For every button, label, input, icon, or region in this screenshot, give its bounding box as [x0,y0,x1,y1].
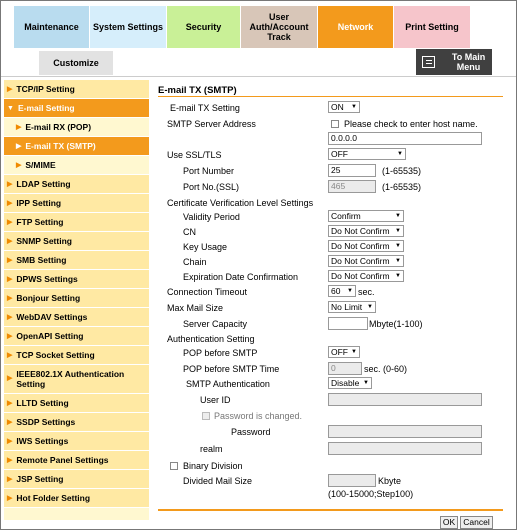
tab-maintenance[interactable]: Maintenance [14,6,89,48]
timeout-select[interactable]: 60 ▼ [328,285,356,297]
arrow-icon: ▶ [7,200,13,207]
key-usage-label: Key Usage [183,242,228,252]
divided-mail-range: (100-15000;Step100) [328,489,414,499]
chain-label: Chain [183,257,207,267]
arrow-icon: ▶ [7,352,13,359]
ssl-label: Use SSL/TLS [167,150,222,160]
arrow-icon: ▶ [7,457,13,464]
arrow-icon: ▶ [7,257,13,264]
sidebar-item-snmp[interactable]: ▶ SNMP Setting [4,232,149,251]
sidebar-item-smb[interactable]: ▶ SMB Setting [4,251,149,270]
sidebar-item-hot-folder[interactable]: ▶ Hot Folder Setting [4,489,149,508]
arrow-icon: ▶ [7,438,13,445]
ok-button[interactable]: OK [440,516,458,529]
email-tx-select[interactable]: ON ▼ [328,101,360,113]
sidebar-item-ftp[interactable]: ▶ FTP Setting [4,213,149,232]
validity-label: Validity Period [183,212,240,222]
realm-label: realm [200,444,223,454]
user-id-input[interactable] [328,393,482,406]
sidebar-item-email-rx[interactable]: ▶ E-mail RX (POP) [4,118,149,137]
chain-select[interactable]: Do Not Confirm ▼ [328,255,404,267]
cn-select[interactable]: Do Not Confirm ▼ [328,225,404,237]
title-underline [158,96,503,97]
divider [1,76,516,77]
sidebar-item-webdav[interactable]: ▶ WebDAV Settings [4,308,149,327]
realm-input[interactable] [328,442,482,455]
arrow-icon: ▶ [7,375,13,382]
arrow-icon: ▶ [7,86,13,93]
tab-print-setting[interactable]: Print Setting [394,6,470,48]
arrow-icon: ▶ [7,276,13,283]
sidebar-item-openapi[interactable]: ▶ OpenAPI Setting [4,327,149,346]
arrow-icon: ▶ [7,419,13,426]
expiration-label: Expiration Date Confirmation [183,272,299,282]
user-id-label: User ID [200,395,231,405]
sidebar-item-ipp[interactable]: ▶ IPP Setting [4,194,149,213]
sidebar-item-iws[interactable]: ▶ IWS Settings [4,432,149,451]
pop-time-unit: sec. (0-60) [364,364,408,374]
sidebar-item-ssdp[interactable]: ▶ SSDP Settings [4,413,149,432]
sidebar-item-dpws[interactable]: ▶ DPWS Settings [4,270,149,289]
port-range: (1-65535) [382,166,422,176]
max-mail-label: Max Mail Size [167,303,224,313]
pop-before-select[interactable]: OFF ▼ [328,346,360,358]
top-tabs [14,6,514,48]
smtp-auth-label: SMTP Authentication [186,379,270,389]
key-usage-select[interactable]: Do Not Confirm ▼ [328,240,404,252]
port-ssl-label: Port No.(SSL) [183,182,240,192]
to-main-menu-button[interactable] [416,49,492,75]
arrow-icon: ▶ [7,333,13,340]
hostname-checkbox[interactable] [331,120,339,128]
tab-user-auth[interactable]: User Auth/Account Track [241,6,317,48]
port-input[interactable]: 25 [328,164,376,177]
server-capacity-label: Server Capacity [183,319,248,329]
arrow-icon: ▶ [16,124,22,131]
page-title: E-mail TX (SMTP) [158,85,237,96]
divided-mail-unit: Kbyte [378,476,402,486]
smtp-auth-select[interactable]: Disable ▼ [328,377,372,389]
binary-division-label: Binary Division [183,461,243,471]
sidebar-item-tcpip[interactable]: ▶ TCP/IP Setting [4,80,149,99]
arrow-icon: ▶ [7,495,13,502]
auth-header: Authentication Setting [167,334,255,344]
arrow-icon: ▶ [7,238,13,245]
sidebar [4,80,149,520]
tab-customize[interactable]: Customize [39,51,113,75]
pop-time-label: POP before SMTP Time [183,364,280,374]
sidebar-item-ieee8021x[interactable]: ▶ IEEE802.1X Authentication Setting [4,365,149,394]
arrow-down-icon: ▼ [7,104,14,112]
port-ssl-range: (1-65535) [382,182,422,192]
port-ssl-input[interactable]: 465 [328,180,376,193]
cancel-button[interactable]: Cancel [460,516,493,529]
password-input[interactable] [328,425,482,438]
divided-mail-label: Divided Mail Size [183,476,253,486]
sidebar-item-email-setting[interactable]: ▼ E-mail Setting [4,99,149,118]
divided-mail-input[interactable] [328,474,376,487]
sidebar-item-remote-panel[interactable]: ▶ Remote Panel Settings [4,451,149,470]
sidebar-item-lltd[interactable]: ▶ LLTD Setting [4,394,149,413]
sidebar-item-ldap[interactable]: ▶ LDAP Setting [4,175,149,194]
sidebar-item-tcp-socket[interactable]: ▶ TCP Socket Setting [4,346,149,365]
max-mail-select[interactable]: No Limit ▼ [328,301,376,313]
email-tx-label: E-mail TX Setting [170,103,240,113]
port-label: Port Number [183,166,235,176]
sidebar-item-jsp[interactable]: ▶ JSP Setting [4,470,149,489]
pop-before-label: POP before SMTP [183,348,258,358]
arrow-icon: ▶ [7,181,13,188]
arrow-icon: ▶ [7,476,13,483]
arrow-icon: ▶ [7,314,13,321]
tab-security[interactable]: Security [167,6,240,48]
pop-time-input[interactable]: 0 [328,362,362,375]
tab-network[interactable]: Network [318,6,393,48]
timeout-unit: sec. [358,287,375,297]
password-changed-label: Password is changed. [214,411,303,421]
server-capacity-input[interactable] [328,317,368,330]
server-capacity-unit: Mbyte(1-100) [369,319,423,329]
sidebar-item-email-tx[interactable]: ▶ E-mail TX (SMTP) [4,137,149,156]
smtp-server-input[interactable]: 0.0.0.0 [328,132,482,145]
cn-label: CN [183,227,196,237]
bottom-divider [158,509,503,511]
to-main-menu-label: To Main Menu [451,52,486,72]
expiration-select[interactable]: Do Not Confirm ▼ [328,270,404,282]
arrow-icon: ▶ [16,143,22,150]
timeout-label: Connection Timeout [167,287,248,297]
sidebar-item-smime[interactable]: ▶ S/MIME [4,156,149,175]
cert-header: Certificate Verification Level Settings [167,198,314,208]
validity-select[interactable]: Confirm ▼ [328,210,404,222]
arrow-icon: ▶ [7,219,13,226]
arrow-icon: ▶ [7,400,13,407]
password-label: Password [231,427,271,437]
menu-icon [422,56,435,68]
arrow-icon: ▶ [16,162,22,169]
arrow-icon: ▶ [7,295,13,302]
sidebar-item-bonjour[interactable]: ▶ Bonjour Setting [4,289,149,308]
binary-division-checkbox[interactable] [170,462,178,470]
hostname-check-label: Please check to enter host name. [344,119,478,129]
ssl-select[interactable]: OFF ▼ [328,148,406,160]
password-changed-checkbox[interactable] [202,412,210,420]
tab-system-settings[interactable]: System Settings [90,6,166,48]
smtp-server-label: SMTP Server Address [167,119,256,129]
